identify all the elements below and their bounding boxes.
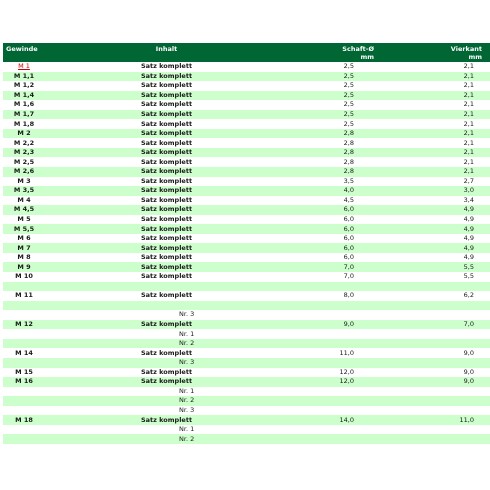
- cell-inhalt: Satz komplett: [45, 110, 288, 120]
- cell-gewinde: [3, 425, 45, 435]
- cell-inhalt: Satz komplett: [45, 119, 288, 129]
- cell-inhalt: Nr. 3: [45, 406, 288, 416]
- cell-gewinde: M 1,4: [3, 91, 45, 101]
- cell-vierkant: 2,1: [404, 62, 490, 72]
- cell-inhalt: Satz komplett: [45, 368, 288, 378]
- cell-vierkant: 2,7: [404, 177, 490, 187]
- table-row: [3, 368, 490, 378]
- table-row: [3, 434, 490, 444]
- cell-vierkant: 2,1: [404, 129, 490, 139]
- table-row: [3, 110, 490, 120]
- cell-inhalt: Satz komplett: [45, 205, 288, 215]
- cell-inhalt: Satz komplett: [45, 157, 288, 167]
- cell-gewinde: [3, 301, 45, 311]
- cell-vierkant: 2,1: [404, 157, 490, 167]
- cell-vierkant: 3,4: [404, 196, 490, 206]
- cell-vierkant: 2,1: [404, 110, 490, 120]
- cell-vierkant: 6,2: [404, 291, 490, 301]
- cell-schaft: 6,0: [288, 234, 404, 244]
- cell-schaft: [288, 310, 404, 320]
- cell-inhalt: Satz komplett: [45, 148, 288, 158]
- cell-vierkant: 4,9: [404, 224, 490, 234]
- cell-vierkant: 2,1: [404, 91, 490, 101]
- cell-vierkant: [404, 339, 490, 349]
- cell-schaft: 2,8: [288, 129, 404, 139]
- cell-vierkant: 9,0: [404, 377, 490, 387]
- cell-gewinde: M 5: [3, 215, 45, 225]
- cell-inhalt: Satz komplett: [45, 186, 288, 196]
- cell-inhalt: Satz komplett: [45, 224, 288, 234]
- cell-gewinde: M 3: [3, 177, 45, 187]
- cell-inhalt: Nr. 2: [45, 396, 288, 406]
- table-row: [3, 339, 490, 349]
- cell-inhalt: Nr. 1: [45, 425, 288, 435]
- cell-gewinde: [3, 396, 45, 406]
- cell-vierkant: 2,1: [404, 100, 490, 110]
- cell-inhalt: [45, 282, 288, 292]
- cell-schaft: 6,0: [288, 243, 404, 253]
- cell-vierkant: 2,1: [404, 148, 490, 158]
- cell-schaft: [288, 425, 404, 435]
- cell-gewinde: M 14: [3, 348, 45, 358]
- header-schaft-unit: mm: [360, 53, 374, 61]
- table-row: [3, 272, 490, 282]
- cell-schaft: 2,5: [288, 100, 404, 110]
- cell-vierkant: 2,1: [404, 138, 490, 148]
- cell-gewinde: [3, 387, 45, 397]
- table-row: [3, 301, 490, 311]
- cell-inhalt: Satz komplett: [45, 81, 288, 91]
- header-schaft: [288, 43, 404, 62]
- cell-schaft: 2,5: [288, 62, 404, 72]
- table-row: [3, 262, 490, 272]
- cell-schaft: 6,0: [288, 224, 404, 234]
- table-row: [3, 291, 490, 301]
- cell-gewinde: M 3,5: [3, 186, 45, 196]
- cell-schaft: [288, 434, 404, 444]
- cell-gewinde: [3, 282, 45, 292]
- cell-schaft: 12,0: [288, 377, 404, 387]
- cell-gewinde: M 12: [3, 320, 45, 330]
- cell-schaft: 2,5: [288, 110, 404, 120]
- cell-schaft: [288, 406, 404, 416]
- cell-schaft: 2,5: [288, 72, 404, 82]
- cell-gewinde: M 10: [3, 272, 45, 282]
- table-row: [3, 157, 490, 167]
- table-row: [3, 425, 490, 435]
- cell-inhalt: Satz komplett: [45, 138, 288, 148]
- cell-vierkant: 4,9: [404, 234, 490, 244]
- cell-inhalt: Satz komplett: [45, 234, 288, 244]
- cell-vierkant: 3,0: [404, 186, 490, 196]
- table-row: [3, 177, 490, 187]
- cell-vierkant: 4,9: [404, 205, 490, 215]
- header-schaft-label: Schaft-Ø: [342, 45, 374, 53]
- cell-schaft: [288, 339, 404, 349]
- cell-vierkant: 4,9: [404, 215, 490, 225]
- table-row: [3, 205, 490, 215]
- table-row: [3, 234, 490, 244]
- cell-gewinde: [3, 358, 45, 368]
- table-row: [3, 387, 490, 397]
- cell-inhalt: Satz komplett: [45, 320, 288, 330]
- header-gewinde: Gewinde: [3, 43, 45, 62]
- cell-inhalt: Satz komplett: [45, 62, 288, 72]
- cell-vierkant: 5,5: [404, 262, 490, 272]
- table-row: [3, 348, 490, 358]
- cell-vierkant: [404, 425, 490, 435]
- table-row: [3, 196, 490, 206]
- cell-schaft: [288, 282, 404, 292]
- cell-gewinde: M 15: [3, 368, 45, 378]
- cell-schaft: [288, 387, 404, 397]
- cell-inhalt: Satz komplett: [45, 129, 288, 139]
- cell-gewinde: [3, 434, 45, 444]
- table-body: [3, 62, 490, 444]
- cell-gewinde: [3, 339, 45, 349]
- cell-schaft: 2,8: [288, 148, 404, 158]
- cell-inhalt: Satz komplett: [45, 272, 288, 282]
- cell-gewinde: M 2,2: [3, 138, 45, 148]
- table-row: [3, 377, 490, 387]
- cell-schaft: 9,0: [288, 320, 404, 330]
- cell-schaft: 14,0: [288, 415, 404, 425]
- table-row: [3, 358, 490, 368]
- cell-schaft: 6,0: [288, 253, 404, 263]
- cell-inhalt: Satz komplett: [45, 177, 288, 187]
- table-row: [3, 253, 490, 263]
- cell-gewinde: M 1,2: [3, 81, 45, 91]
- cell-schaft: [288, 396, 404, 406]
- cell-vierkant: [404, 387, 490, 397]
- cell-schaft: [288, 301, 404, 311]
- cell-inhalt: Satz komplett: [45, 253, 288, 263]
- table-header: [3, 43, 490, 62]
- cell-gewinde: [3, 329, 45, 339]
- table-row: [3, 406, 490, 416]
- table-row: [3, 396, 490, 406]
- cell-gewinde: M 2,5: [3, 157, 45, 167]
- cell-vierkant: [404, 301, 490, 311]
- cell-gewinde: M 1,6: [3, 100, 45, 110]
- cell-schaft: [288, 329, 404, 339]
- cell-inhalt: Nr. 1: [45, 387, 288, 397]
- cell-schaft: [288, 358, 404, 368]
- cell-inhalt: Nr. 1: [45, 329, 288, 339]
- header-vierkant: [404, 43, 490, 62]
- table-row: [3, 62, 490, 72]
- cell-inhalt: Satz komplett: [45, 243, 288, 253]
- cell-vierkant: [404, 310, 490, 320]
- cell-gewinde: M 6: [3, 234, 45, 244]
- cell-vierkant: 9,0: [404, 368, 490, 378]
- cell-gewinde: M 1,1: [3, 72, 45, 82]
- cell-schaft: 3,5: [288, 177, 404, 187]
- cell-inhalt: Satz komplett: [45, 291, 288, 301]
- table-row: [3, 186, 490, 196]
- cell-schaft: 6,0: [288, 205, 404, 215]
- cell-gewinde: M 2,3: [3, 148, 45, 158]
- cell-schaft: 7,0: [288, 272, 404, 282]
- cell-vierkant: [404, 282, 490, 292]
- cell-gewinde: M 4,5: [3, 205, 45, 215]
- table-row: [3, 329, 490, 339]
- cell-vierkant: 2,1: [404, 72, 490, 82]
- table-row: [3, 119, 490, 129]
- table-row: [3, 224, 490, 234]
- cell-inhalt: Satz komplett: [45, 262, 288, 272]
- cell-schaft: 4,5: [288, 196, 404, 206]
- cell-vierkant: [404, 396, 490, 406]
- cell-schaft: 7,0: [288, 262, 404, 272]
- cell-schaft: 8,0: [288, 291, 404, 301]
- cell-schaft: 2,5: [288, 81, 404, 91]
- cell-vierkant: 5,5: [404, 272, 490, 282]
- cell-gewinde: [3, 406, 45, 416]
- table-row: [3, 243, 490, 253]
- cell-inhalt: Satz komplett: [45, 100, 288, 110]
- cell-schaft: 11,0: [288, 348, 404, 358]
- cell-vierkant: 2,1: [404, 81, 490, 91]
- cell-gewinde: M 4: [3, 196, 45, 206]
- product-table: [3, 43, 490, 444]
- cell-gewinde: M 2,6: [3, 167, 45, 177]
- cell-inhalt: Nr. 2: [45, 339, 288, 349]
- cell-inhalt: Satz komplett: [45, 196, 288, 206]
- cell-vierkant: 11,0: [404, 415, 490, 425]
- cell-inhalt: Satz komplett: [45, 215, 288, 225]
- table-row: [3, 167, 490, 177]
- table-row: [3, 215, 490, 225]
- table-row: [3, 282, 490, 292]
- cell-gewinde: M 5,5: [3, 224, 45, 234]
- cell-gewinde: M 2: [3, 129, 45, 139]
- cell-inhalt: Satz komplett: [45, 91, 288, 101]
- header-vierkant-label: Vierkant: [450, 45, 482, 53]
- cell-gewinde: M 1,7: [3, 110, 45, 120]
- cell-vierkant: 2,1: [404, 167, 490, 177]
- cell-vierkant: [404, 358, 490, 368]
- cell-schaft: 2,5: [288, 91, 404, 101]
- cell-gewinde: M 9: [3, 262, 45, 272]
- cell-vierkant: 9,0: [404, 348, 490, 358]
- cell-vierkant: [404, 434, 490, 444]
- table-row: [3, 138, 490, 148]
- table-row: [3, 91, 490, 101]
- table-row: [3, 100, 490, 110]
- table-row: [3, 129, 490, 139]
- cell-inhalt: Satz komplett: [45, 377, 288, 387]
- table-row: [3, 320, 490, 330]
- gewinde-link[interactable]: M 1: [18, 62, 30, 71]
- cell-gewinde: M 11: [3, 291, 45, 301]
- cell-gewinde: M 8: [3, 253, 45, 263]
- table-row: [3, 72, 490, 82]
- cell-vierkant: 7,0: [404, 320, 490, 330]
- cell-schaft: 4,0: [288, 186, 404, 196]
- cell-vierkant: [404, 329, 490, 339]
- cell-inhalt: [45, 301, 288, 311]
- table-row: [3, 148, 490, 158]
- table-row: [3, 415, 490, 425]
- cell-inhalt: Satz komplett: [45, 415, 288, 425]
- cell-gewinde: M 7: [3, 243, 45, 253]
- cell-schaft: 12,0: [288, 368, 404, 378]
- table-row: [3, 310, 490, 320]
- cell-schaft: 2,8: [288, 167, 404, 177]
- cell-schaft: 6,0: [288, 215, 404, 225]
- cell-gewinde: [3, 310, 45, 320]
- cell-inhalt: Nr. 3: [45, 358, 288, 368]
- cell-inhalt: Satz komplett: [45, 72, 288, 82]
- cell-gewinde: [3, 62, 45, 72]
- header-inhalt: Inhalt: [45, 43, 288, 62]
- cell-vierkant: [404, 406, 490, 416]
- cell-vierkant: 2,1: [404, 119, 490, 129]
- cell-schaft: 2,5: [288, 119, 404, 129]
- cell-gewinde: M 1,8: [3, 119, 45, 129]
- header-row: [3, 43, 490, 62]
- cell-gewinde: M 16: [3, 377, 45, 387]
- header-vierkant-unit: mm: [468, 53, 482, 61]
- cell-inhalt: Satz komplett: [45, 348, 288, 358]
- cell-inhalt: Nr. 3: [45, 310, 288, 320]
- cell-gewinde: M 18: [3, 415, 45, 425]
- cell-vierkant: 4,9: [404, 253, 490, 263]
- cell-schaft: 2,8: [288, 157, 404, 167]
- cell-vierkant: 4,9: [404, 243, 490, 253]
- table-row: [3, 81, 490, 91]
- cell-inhalt: Nr. 2: [45, 434, 288, 444]
- cell-inhalt: Satz komplett: [45, 167, 288, 177]
- product-table-container: [3, 43, 490, 444]
- cell-schaft: 2,8: [288, 138, 404, 148]
